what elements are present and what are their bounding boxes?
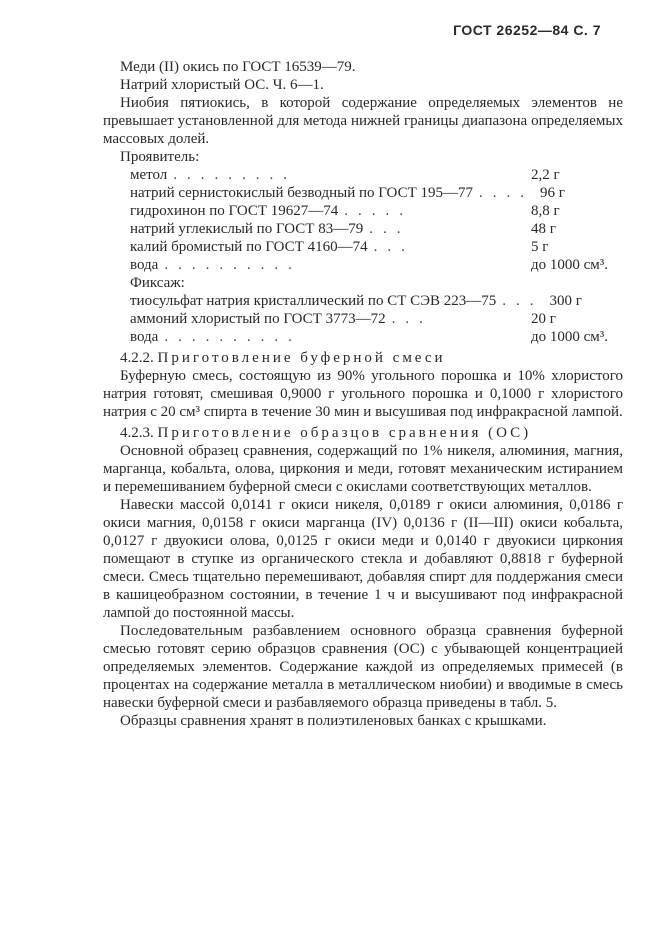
developer-title: Проявитель: — [120, 149, 200, 165]
developer-item: натрий сернистокислый безводный по ГОСТ 195—77 .... 96 г — [130, 185, 565, 201]
fixer-item: тиосульфат натрия кристаллический по СТ СЭВ 223—75 ... 300 г — [130, 293, 582, 309]
developer-item: метол ......... 2,2 г — [130, 167, 560, 183]
reagent-copper-oxide: Меди (II) окись по ГОСТ 16539—79. — [120, 59, 356, 75]
fixer-title: Фиксаж: — [130, 275, 185, 291]
developer-item: вода .......... до 1000 см³. — [130, 257, 609, 273]
fixer-item: вода .......... до 1000 см³. — [130, 329, 609, 345]
developer-item: калий бромистый по ГОСТ 4160—74 ... 5 г — [130, 239, 549, 255]
niobium-paragraph: Ниобия пятиокись, в которой содержание определяемых элементов не превышает установленной для метода нижней границы диапазона определяемых массовых долей. — [103, 95, 623, 147]
developer-item: натрий углекислый по ГОСТ 83—79 ... 48 г — [130, 221, 556, 237]
section-4-2-3-para-3: Последовательным разбавлением основного образца сравнения буферной смесью готовят серию образцов сравнения (ОС) с убывающей концентрацией определяемых элементов. Содержание каждой из определяемых примесей (в процентах на содержание металла в металлическом ниобии) и вводимые в смесь навески буферной смеси и разбавляемого образца приведены в табл. 5. — [103, 623, 623, 711]
section-4-2-2-text: Буферную смесь, состоящую из 90% угольного порошка и 10% хлористого натрия готовят, смешивая 0,9000 г угольного порошка и 0,1000 г хлористого натрия с 20 см³ спирта в течение 30 мин и высушивая под инфракрасной лампой. — [103, 368, 623, 420]
section-4-2-3-para-2: Навески массой 0,0141 г окиси никеля, 0,0189 г окиси алюминия, 0,0186 г окиси магния, 0,0158 г окиси марганца (IV) 0,0136 г (II—III) окиси кобальта, 0,0127 г двуокиси олова, 0,0125 г окиси меди и 0,0140 г двуокиси циркония помещают в ступке из органического стекла и добавляют 0,8818 г буферной смеси. Смесь тщательно перемешивают, добавляя спирт для поддержания смеси в кашицеобразном состоянии, в течение 1 ч и высушивают под инфракрасной лампой до постоянной массы. — [103, 497, 623, 621]
fixer-item: аммоний хлористый по ГОСТ 3773—72 ... 20 г — [130, 311, 556, 327]
developer-item: гидрохинон по ГОСТ 19627—74 ..... 8,8 г — [130, 203, 560, 219]
reagent-sodium-chloride: Натрий хлористый ОС. Ч. 6—1. — [120, 77, 324, 93]
section-4-2-3-para-4: Образцы сравнения хранят в полиэтиленовых банках с крышками. — [120, 713, 547, 729]
page-header: ГОСТ 26252—84 С. 7 — [453, 22, 601, 38]
section-4-2-3-para-1: Основной образец сравнения, содержащий по 1% никеля, алюминия, магния, марганца, кобальта, олова, циркония и меди, готовят механическим истиранием и перемешиванием буферной смеси с окислами соответствующих металлов. — [103, 443, 623, 495]
section-4-2-2-heading: 4.2.2. Приготовление буферной смеси — [120, 350, 446, 366]
section-4-2-3-heading: 4.2.3. Приготовление образцов сравнения (ОС) — [120, 425, 532, 441]
page-body — [103, 58, 623, 730]
